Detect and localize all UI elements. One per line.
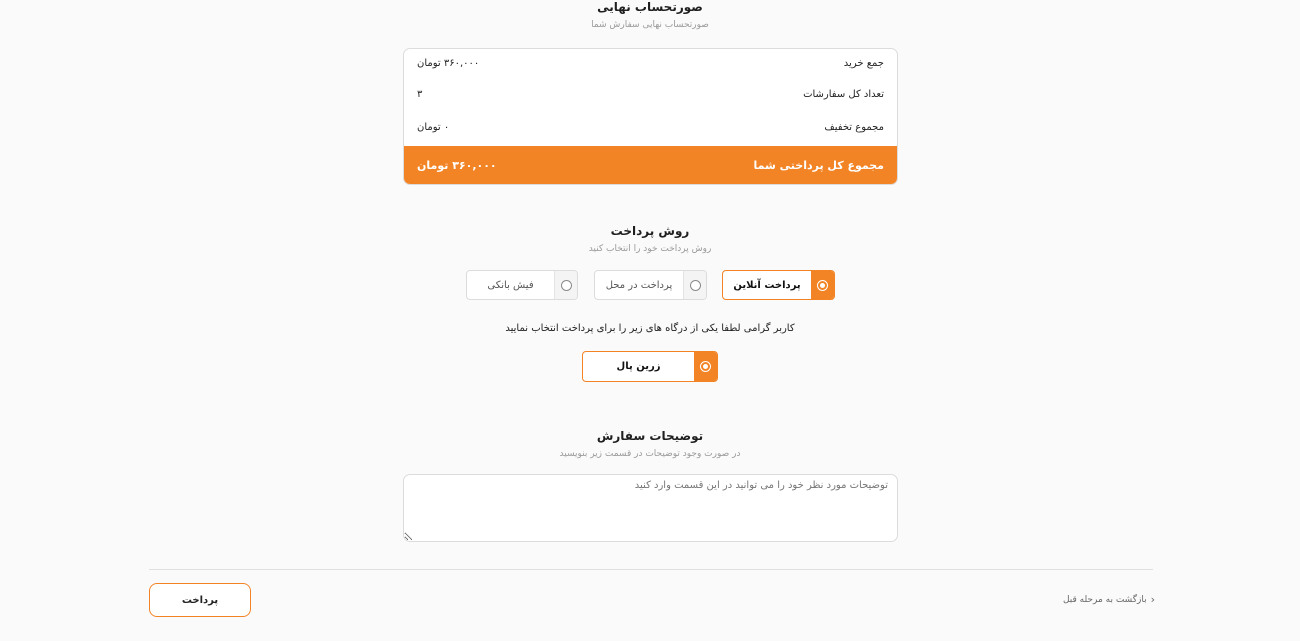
- invoice-subtitle: صورتحساب نهایی سفارش شما: [591, 20, 709, 30]
- payment-option-label: پرداخت در محل: [605, 279, 673, 291]
- gateway-option-zarinpal[interactable]: [582, 351, 718, 382]
- pay-button[interactable]: پرداخت: [149, 583, 251, 617]
- invoice-row-label: جمع خرید: [843, 57, 884, 69]
- radio-box[interactable]: [811, 271, 834, 299]
- order-notes-subtitle: در صورت وجود توضیحات در قسمت زیر بنویسید: [559, 449, 741, 459]
- back-link[interactable]: [1063, 593, 1155, 606]
- payment-option-label: پرداخت آنلاین: [733, 279, 801, 291]
- radio-box[interactable]: [554, 271, 577, 299]
- back-link-label: بازگشت به مرحله قبل: [1062, 594, 1147, 605]
- invoice-total-bar: [404, 146, 897, 185]
- invoice-row-value: ۳: [417, 88, 423, 100]
- invoice-card: [403, 48, 898, 185]
- footer-divider: [149, 569, 1153, 570]
- invoice-row-label: تعداد کل سفارشات: [803, 88, 884, 100]
- invoice-total-value: ۳۶۰,۰۰۰ تومان: [417, 159, 497, 172]
- radio-box[interactable]: [694, 352, 717, 381]
- payment-option-bank-receipt[interactable]: [466, 270, 578, 300]
- payment-method-title: روش پرداخت: [610, 224, 690, 238]
- payment-option-cash-on-delivery[interactable]: [594, 270, 707, 300]
- order-notes-title: توضیحات سفارش: [596, 429, 704, 443]
- gateway-prompt: کاربر گرامی لطفا یکی از درگاه های زیر را برای پرداخت انتخاب نمایید: [505, 323, 795, 334]
- invoice-title: صورتحساب نهایی: [597, 0, 703, 14]
- gateway-option-label: زرین پال: [616, 361, 661, 372]
- radio-box[interactable]: [683, 271, 706, 299]
- payment-method-subtitle: روش پرداخت خود را انتخاب کنید: [588, 244, 712, 254]
- invoice-row-order-count: [404, 84, 897, 104]
- invoice-row-label: مجموع تخفیف: [824, 121, 884, 133]
- payment-option-online[interactable]: [722, 270, 835, 300]
- radio-icon[interactable]: [690, 280, 701, 291]
- invoice-row-total-purchase: [404, 53, 897, 73]
- radio-selected-icon[interactable]: [817, 280, 828, 291]
- invoice-row-value: ۰ تومان: [417, 121, 450, 133]
- invoice-row-discount: [404, 117, 897, 137]
- invoice-row-value: ۳۶۰,۰۰۰ تومان: [417, 57, 480, 69]
- invoice-total-label: مجموع کل پرداختی شما: [753, 159, 884, 172]
- order-notes-input[interactable]: [403, 474, 898, 542]
- radio-selected-icon[interactable]: [700, 361, 711, 372]
- radio-icon[interactable]: [561, 280, 572, 291]
- payment-option-label: فیش بانکی: [487, 279, 534, 291]
- chevron-left-icon: ‹: [1150, 593, 1155, 606]
